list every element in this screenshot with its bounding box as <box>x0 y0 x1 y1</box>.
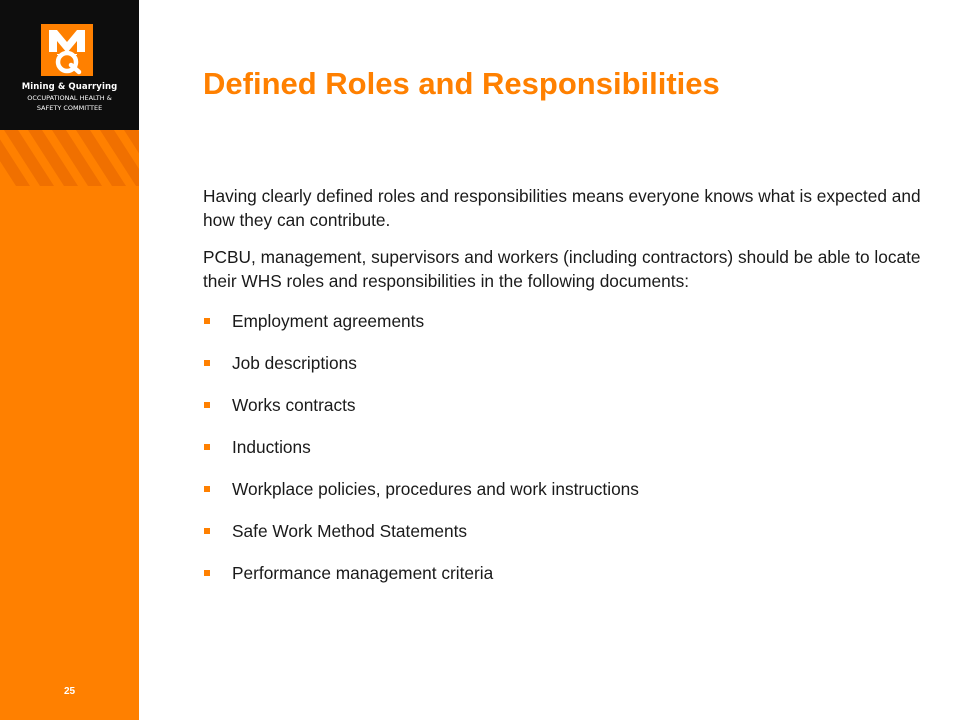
list-item-text: Job descriptions <box>232 353 357 373</box>
page-number: 25 <box>63 686 76 697</box>
list-item <box>203 561 943 585</box>
bullet-square-icon <box>204 360 210 366</box>
list-item <box>203 309 943 333</box>
decorative-stripes <box>0 130 139 186</box>
bullet-square-icon <box>204 318 210 324</box>
sidebar <box>0 0 139 720</box>
logo-subtitle-line2: SAFETY COMMITTEE <box>36 104 103 112</box>
list-item-text: Employment agreements <box>232 311 425 331</box>
list-item-text: Performance management criteria <box>232 563 494 583</box>
list-item <box>203 393 943 417</box>
bullet-square-icon <box>204 570 210 576</box>
list-item-text: Inductions <box>232 437 311 457</box>
list-item <box>203 435 943 459</box>
list-item <box>203 477 943 501</box>
bullet-square-icon <box>204 528 210 534</box>
list-item <box>203 519 943 543</box>
mq-logo-icon <box>41 24 93 76</box>
list-item-text: Workplace policies, procedures and work instructions <box>232 479 639 499</box>
intro-paragraph: Having clearly defined roles and responsibilities means everyone knows what is expected and how they can contribute. <box>203 186 921 230</box>
slide-content <box>203 184 943 603</box>
bullet-square-icon <box>204 402 210 408</box>
slide-title: Defined Roles and Responsibilities <box>203 66 720 101</box>
bullet-square-icon <box>204 486 210 492</box>
list-item-text: Works contracts <box>232 395 356 415</box>
logo-subtitle-line1: OCCUPATIONAL HEALTH & <box>27 94 112 102</box>
logo-name: Mining & Quarrying <box>21 82 118 92</box>
document-list <box>203 309 943 585</box>
bullet-square-icon <box>204 444 210 450</box>
documents-paragraph: PCBU, management, supervisors and workers (including contractors) should be able to locate their WHS roles and responsibilities in the following documents: <box>203 247 921 291</box>
list-item-text: Safe Work Method Statements <box>232 521 468 541</box>
list-item <box>203 351 943 375</box>
logo <box>0 0 139 130</box>
